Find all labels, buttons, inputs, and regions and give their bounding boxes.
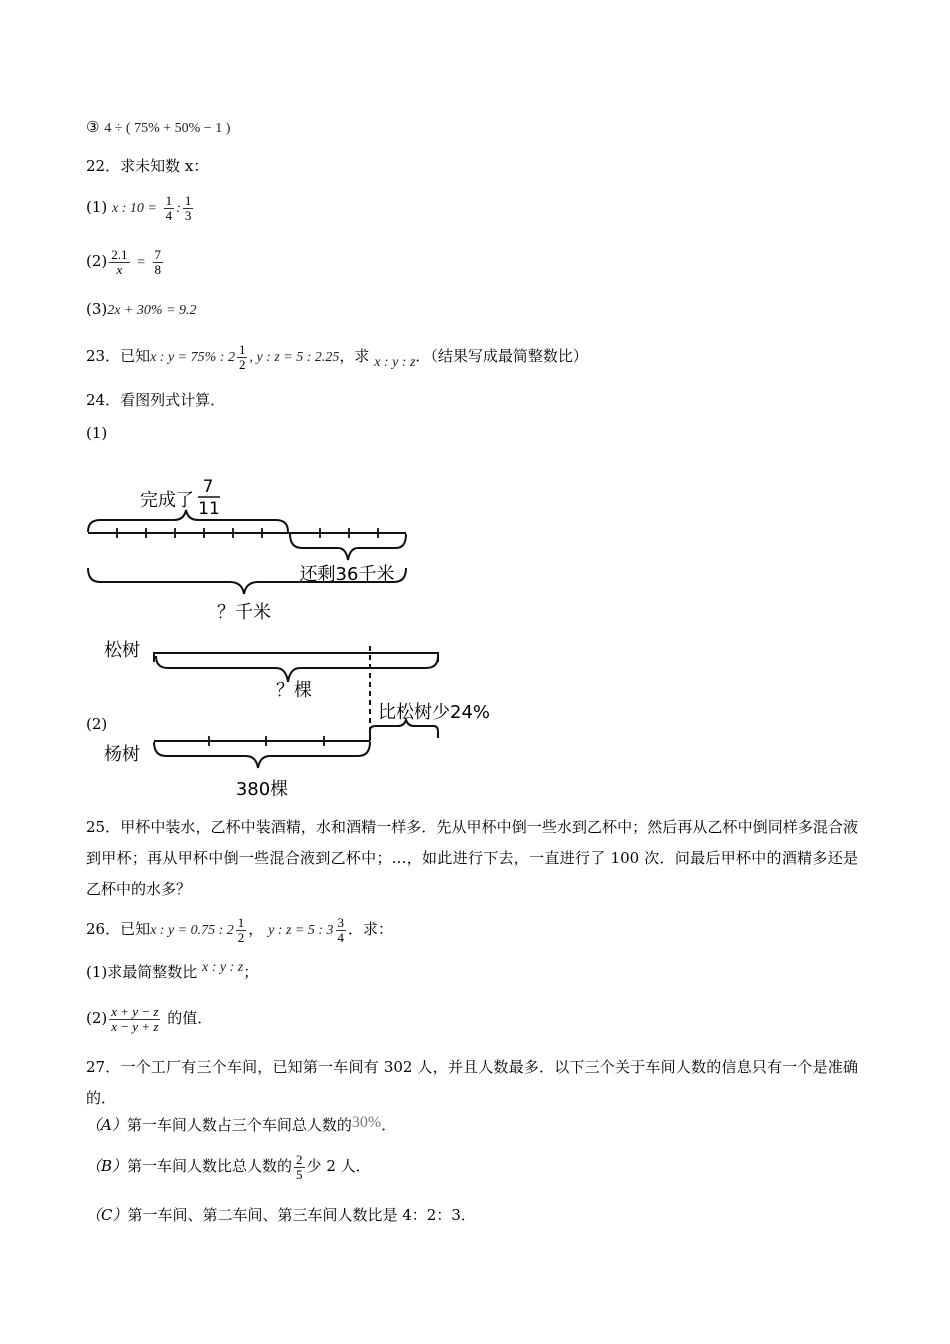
fraction: $\frac{3}{4}$ bbox=[337, 914, 345, 945]
poplar-brace bbox=[154, 742, 370, 768]
q21-item3 bbox=[86, 117, 230, 139]
fraction: $\frac{x + y - z}{x - y + z}$ bbox=[111, 1003, 159, 1034]
q24-title: 24．看图列式计算． bbox=[86, 391, 226, 409]
q22-title: 22．求未知数 x： bbox=[86, 157, 209, 175]
q27-option-a bbox=[86, 1115, 396, 1136]
equals: = bbox=[136, 255, 146, 270]
expression: x : y : z bbox=[374, 355, 416, 370]
question-prefix: 23．已知 bbox=[86, 347, 151, 365]
text: ．（结果写成最简整数比） bbox=[415, 347, 588, 365]
poplar-label: 杨树 bbox=[104, 744, 140, 765]
q24-diagrams bbox=[80, 470, 520, 800]
q27-option-b bbox=[86, 1148, 371, 1184]
fraction: $\frac{1}{2}$ bbox=[237, 914, 245, 945]
fraction: $\frac{1}{4}$ bbox=[165, 192, 173, 223]
pine-label: 松树 bbox=[104, 640, 140, 661]
text: 的值． bbox=[167, 1009, 213, 1027]
option-label: （A） bbox=[86, 1116, 127, 1134]
done-frac-num: 7 bbox=[202, 477, 214, 497]
fraction: $\frac{2.1}{x}$ bbox=[111, 246, 128, 277]
text: ； bbox=[243, 963, 259, 981]
fraction: $\frac{7}{8}$ bbox=[154, 246, 162, 277]
q22-part1 bbox=[86, 190, 195, 226]
q24-part2-label: (2) bbox=[86, 715, 108, 733]
part-label: (2) bbox=[86, 1009, 108, 1027]
pine-brace bbox=[156, 656, 438, 682]
q24-part1-label: (1) bbox=[86, 424, 108, 442]
part-label: (2) bbox=[86, 252, 108, 270]
part-label: (3) bbox=[86, 300, 108, 318]
text: ． bbox=[381, 1116, 397, 1134]
expression: 4 ÷ ( 75% + 50% − 1 ) bbox=[104, 121, 231, 136]
done-label: 完成了 bbox=[140, 490, 194, 511]
separator: ， bbox=[248, 920, 264, 938]
q22-part2 bbox=[86, 244, 165, 280]
part-label: (1) bbox=[86, 198, 108, 216]
option-label: （B） bbox=[86, 1157, 128, 1175]
q27-option-c bbox=[86, 1205, 476, 1225]
done-brace bbox=[88, 510, 288, 532]
q27-text: 27．一个工厂有三个车间，已知第一车间有 302 人，并且人数最多．以下三个关于车间人数的信息只有一个是准确的． bbox=[86, 1058, 858, 1107]
expression: x : 10 = bbox=[112, 201, 157, 216]
text: ．求： bbox=[348, 920, 394, 938]
expression: x : y : z bbox=[202, 960, 244, 975]
expression: x : y = 75% : 2 bbox=[150, 350, 235, 365]
expression: , y : z = 5 : 2.25 bbox=[249, 350, 340, 365]
option-text: 第一车间、第二车间、第三车间人数比是 4：2：3． bbox=[127, 1206, 476, 1224]
expression: 2x + 30% = 9.2 bbox=[107, 303, 197, 318]
fraction: $\frac{2}{5}$ bbox=[296, 1151, 303, 1182]
text: ，求 bbox=[339, 347, 370, 365]
part-label: (1)求最简整数比 bbox=[86, 963, 198, 981]
option-text: 第一车间人数占三个车间总人数的 bbox=[126, 1116, 352, 1134]
pine-count: ？棵 bbox=[276, 680, 312, 701]
q26 bbox=[86, 912, 393, 948]
item-marker: ③ bbox=[86, 118, 100, 136]
q26-part2 bbox=[86, 999, 212, 1037]
less-label: 比松树少24% bbox=[378, 702, 491, 723]
total-label: ？千米 bbox=[217, 602, 271, 623]
text: 少 2 人． bbox=[306, 1157, 371, 1175]
option-label: （C） bbox=[86, 1206, 128, 1224]
remain-brace bbox=[290, 534, 406, 560]
option-text: 第一车间人数比总人数的 bbox=[127, 1157, 293, 1175]
question-prefix: 26．已知 bbox=[86, 920, 151, 938]
fraction: $\frac{1}{2}$ bbox=[238, 341, 246, 372]
q23 bbox=[86, 339, 588, 375]
q25-text: 25．甲杯中装水，乙杯中装酒精，水和酒精一样多．先从甲杯中倒一些水到乙杯中；然后再从乙杯中倒同样多混合液到甲杯；再从甲杯中倒一些混合液到乙杯中；…，如此进行下去，一直进行了 100 次．问最后甲杯中的酒精多还是乙杯中的水多？ bbox=[86, 818, 858, 898]
expression: x : y = 0.75 : 2 bbox=[150, 923, 234, 938]
q26-part1 bbox=[86, 962, 258, 984]
percent-value: 30% bbox=[351, 1114, 382, 1131]
poplar-count: 380棵 bbox=[235, 779, 289, 800]
expression: y : z = 5 : 3 bbox=[268, 923, 334, 938]
pine-line bbox=[154, 653, 438, 662]
remain-label: 还剩36千米 bbox=[299, 564, 395, 585]
done-frac-den: 11 bbox=[198, 499, 220, 519]
colon: : bbox=[176, 201, 181, 216]
fraction: $\frac{1}{3}$ bbox=[184, 192, 192, 223]
q22-part3 bbox=[86, 299, 197, 321]
